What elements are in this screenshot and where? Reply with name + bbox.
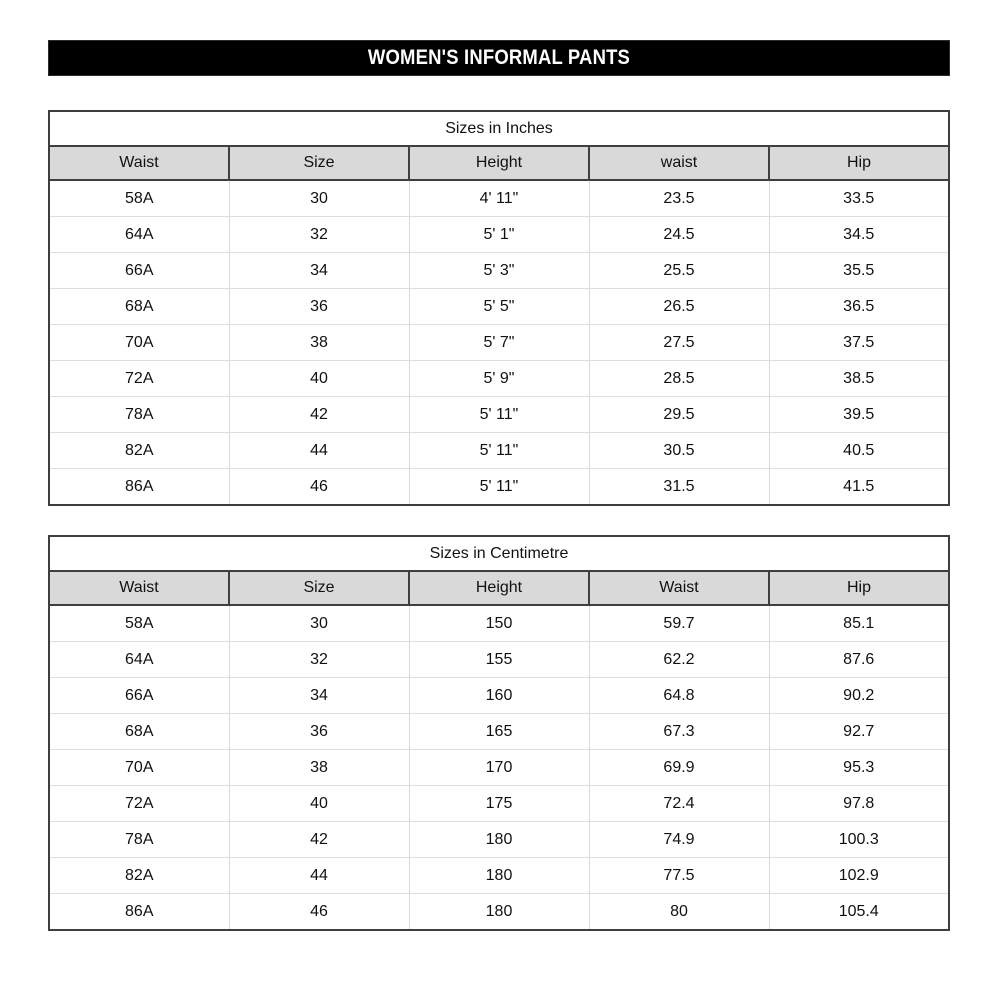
table-title-row bbox=[49, 111, 949, 146]
table-cell: 30 bbox=[229, 180, 409, 217]
table-cell: 90.2 bbox=[769, 678, 949, 714]
table-cell: 86A bbox=[49, 894, 229, 931]
table-cell: 74.9 bbox=[589, 822, 769, 858]
sizes-in-centimetre-table bbox=[48, 535, 950, 931]
table-cell: 72.4 bbox=[589, 786, 769, 822]
table-cell: 39.5 bbox=[769, 397, 949, 433]
table-cell: 35.5 bbox=[769, 253, 949, 289]
page-title: WOMEN'S INFORMAL PANTS bbox=[367, 46, 631, 69]
table-cell: 87.6 bbox=[769, 642, 949, 678]
table-cell: 180 bbox=[409, 822, 589, 858]
table-cell: 5' 11" bbox=[409, 469, 589, 506]
table-row bbox=[49, 433, 949, 469]
column-header-2: Height bbox=[409, 571, 589, 605]
table-cell: 59.7 bbox=[589, 605, 769, 642]
table-row bbox=[49, 397, 949, 433]
table-cell: 24.5 bbox=[589, 217, 769, 253]
table-cell: 30 bbox=[229, 605, 409, 642]
column-header-2: Height bbox=[409, 146, 589, 180]
table-cell: 38.5 bbox=[769, 361, 949, 397]
table-cell: 36 bbox=[229, 289, 409, 325]
table-cell: 33.5 bbox=[769, 180, 949, 217]
table-cell: 62.2 bbox=[589, 642, 769, 678]
column-header-3: waist bbox=[589, 146, 769, 180]
table-cell: 78A bbox=[49, 822, 229, 858]
table-cell: 80 bbox=[589, 894, 769, 931]
table-cell: 64A bbox=[49, 217, 229, 253]
table-row bbox=[49, 786, 949, 822]
table-cell: 5' 11" bbox=[409, 397, 589, 433]
table-title: Sizes in Inches bbox=[49, 111, 949, 146]
table-row bbox=[49, 253, 949, 289]
table-cell: 40 bbox=[229, 361, 409, 397]
table-cell: 25.5 bbox=[589, 253, 769, 289]
header-row bbox=[49, 571, 949, 605]
table-cell: 5' 11" bbox=[409, 433, 589, 469]
table-cell: 37.5 bbox=[769, 325, 949, 361]
column-header-4: Hip bbox=[769, 146, 949, 180]
table-cell: 40.5 bbox=[769, 433, 949, 469]
table-cell: 46 bbox=[229, 894, 409, 931]
table-row bbox=[49, 180, 949, 217]
table-cell: 4' 11" bbox=[409, 180, 589, 217]
table-row bbox=[49, 605, 949, 642]
table-cell: 82A bbox=[49, 433, 229, 469]
table-cell: 26.5 bbox=[589, 289, 769, 325]
table-cell: 28.5 bbox=[589, 361, 769, 397]
page-title-banner bbox=[48, 40, 950, 76]
table-cell: 72A bbox=[49, 361, 229, 397]
table-cell: 44 bbox=[229, 858, 409, 894]
table-row bbox=[49, 894, 949, 931]
sizes-in-inches-table bbox=[48, 110, 950, 506]
column-header-3: Waist bbox=[589, 571, 769, 605]
table-row bbox=[49, 678, 949, 714]
table-cell: 5' 1" bbox=[409, 217, 589, 253]
table-cell: 42 bbox=[229, 397, 409, 433]
table-cell: 64.8 bbox=[589, 678, 769, 714]
table-body bbox=[49, 605, 949, 930]
table-row bbox=[49, 361, 949, 397]
table-cell: 36.5 bbox=[769, 289, 949, 325]
column-header-1: Size bbox=[229, 571, 409, 605]
table-row bbox=[49, 289, 949, 325]
table-cell: 180 bbox=[409, 858, 589, 894]
table-cell: 77.5 bbox=[589, 858, 769, 894]
table-cell: 180 bbox=[409, 894, 589, 931]
table-cell: 40 bbox=[229, 786, 409, 822]
table-row bbox=[49, 325, 949, 361]
table-cell: 100.3 bbox=[769, 822, 949, 858]
table-cell: 34 bbox=[229, 678, 409, 714]
table-cell: 105.4 bbox=[769, 894, 949, 931]
table-row bbox=[49, 469, 949, 506]
table-cell: 46 bbox=[229, 469, 409, 506]
table-cell: 34.5 bbox=[769, 217, 949, 253]
table-cell: 23.5 bbox=[589, 180, 769, 217]
table-cell: 70A bbox=[49, 325, 229, 361]
table-row bbox=[49, 714, 949, 750]
table-cell: 42 bbox=[229, 822, 409, 858]
table-cell: 67.3 bbox=[589, 714, 769, 750]
table-cell: 69.9 bbox=[589, 750, 769, 786]
table-cell: 58A bbox=[49, 605, 229, 642]
table-cell: 34 bbox=[229, 253, 409, 289]
column-header-0: Waist bbox=[49, 571, 229, 605]
table-cell: 97.8 bbox=[769, 786, 949, 822]
table-cell: 5' 9" bbox=[409, 361, 589, 397]
table-cell: 165 bbox=[409, 714, 589, 750]
table-title-row bbox=[49, 536, 949, 571]
table-cell: 5' 5" bbox=[409, 289, 589, 325]
table-cell: 30.5 bbox=[589, 433, 769, 469]
table-cell: 175 bbox=[409, 786, 589, 822]
table-row bbox=[49, 858, 949, 894]
table-cell: 155 bbox=[409, 642, 589, 678]
table-cell: 38 bbox=[229, 325, 409, 361]
table-cell: 78A bbox=[49, 397, 229, 433]
table-cell: 82A bbox=[49, 858, 229, 894]
table-cell: 72A bbox=[49, 786, 229, 822]
header-row bbox=[49, 146, 949, 180]
table-cell: 102.9 bbox=[769, 858, 949, 894]
table-cell: 92.7 bbox=[769, 714, 949, 750]
table-cell: 160 bbox=[409, 678, 589, 714]
table-row bbox=[49, 217, 949, 253]
table-cell: 5' 3" bbox=[409, 253, 589, 289]
table-cell: 29.5 bbox=[589, 397, 769, 433]
table-cell: 27.5 bbox=[589, 325, 769, 361]
table-cell: 95.3 bbox=[769, 750, 949, 786]
table-cell: 70A bbox=[49, 750, 229, 786]
table-cell: 85.1 bbox=[769, 605, 949, 642]
column-header-4: Hip bbox=[769, 571, 949, 605]
table-cell: 66A bbox=[49, 253, 229, 289]
table-cell: 5' 7" bbox=[409, 325, 589, 361]
table-row bbox=[49, 822, 949, 858]
table-cell: 32 bbox=[229, 642, 409, 678]
table-cell: 58A bbox=[49, 180, 229, 217]
table-cell: 68A bbox=[49, 289, 229, 325]
table-cell: 41.5 bbox=[769, 469, 949, 506]
table-cell: 36 bbox=[229, 714, 409, 750]
table-cell: 44 bbox=[229, 433, 409, 469]
table-cell: 68A bbox=[49, 714, 229, 750]
table-cell: 32 bbox=[229, 217, 409, 253]
table-cell: 64A bbox=[49, 642, 229, 678]
column-header-1: Size bbox=[229, 146, 409, 180]
table-cell: 150 bbox=[409, 605, 589, 642]
table-cell: 38 bbox=[229, 750, 409, 786]
table-cell: 31.5 bbox=[589, 469, 769, 506]
table-cell: 170 bbox=[409, 750, 589, 786]
table-title: Sizes in Centimetre bbox=[49, 536, 949, 571]
table-body bbox=[49, 180, 949, 505]
table-row bbox=[49, 642, 949, 678]
table-cell: 66A bbox=[49, 678, 229, 714]
table-cell: 86A bbox=[49, 469, 229, 506]
table-row bbox=[49, 750, 949, 786]
column-header-0: Waist bbox=[49, 146, 229, 180]
